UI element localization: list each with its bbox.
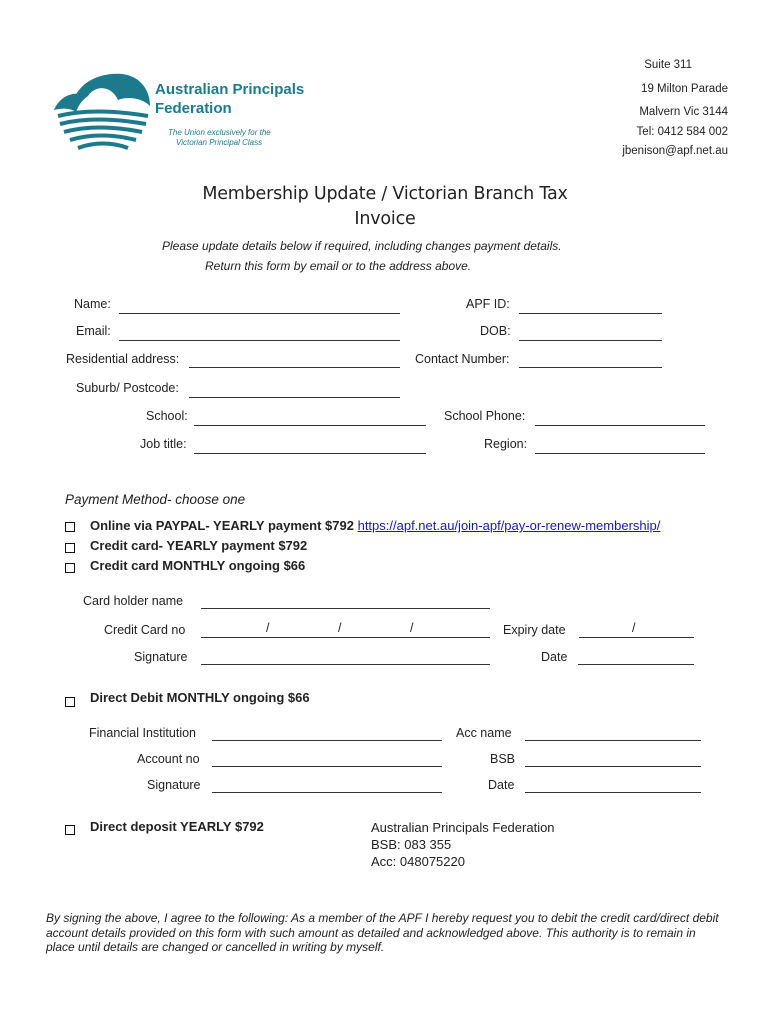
payment-heading: Payment Method- choose one (65, 492, 246, 507)
direct-debit-checkbox[interactable] (65, 697, 75, 707)
apf-logo-icon (52, 70, 152, 156)
bank-acc: Acc: 048075220 (371, 854, 465, 869)
card-date-field[interactable] (578, 664, 694, 665)
address-suite: Suite 311 (644, 59, 692, 71)
credit-card-no-field[interactable] (201, 637, 490, 638)
account-no-field[interactable] (212, 766, 442, 767)
tagline-line1: The Union exclusively for the (168, 128, 271, 137)
paypal-link[interactable]: https://apf.net.au/join-apf/pay-or-renew-membership/ (357, 518, 661, 533)
financial-institution-label: Financial Institution (89, 726, 197, 740)
page-title-line2: Invoice (354, 209, 416, 229)
school-label: School: (146, 409, 188, 423)
region-field[interactable] (535, 453, 705, 454)
debit-date-field[interactable] (525, 792, 701, 793)
contact-number-field[interactable] (519, 367, 662, 368)
card-holder-field[interactable] (201, 608, 490, 609)
bsb-label: BSB (490, 752, 516, 766)
bank-name: Australian Principals Federation (371, 820, 555, 835)
paypal-option-label: Online via PAYPAL- YEARLY payment $792 (90, 518, 354, 533)
expiry-date-label: Expiry date (503, 623, 566, 637)
credit-yearly-checkbox[interactable] (65, 543, 75, 553)
expiry-date-field[interactable] (579, 637, 694, 638)
school-phone-label: School Phone: (444, 409, 526, 423)
bank-bsb: BSB: 083 355 (371, 837, 452, 852)
address-phone: Tel: 0412 584 002 (636, 126, 728, 138)
page-title: Membership Update / Victorian Branch Tax (202, 184, 568, 204)
tagline-line2: Victorian Principal Class (176, 138, 263, 147)
debit-signature-label: Signature (147, 778, 201, 792)
intro-line1: Please update details below if required, including changes payment details. (162, 239, 562, 253)
debit-date-label: Date (488, 778, 515, 792)
school-field[interactable] (194, 425, 426, 426)
agreement-text: By signing the above, I agree to the following: As a member of the APF I hereby request you to debit the credit card/direct debit account details provided on this form with such amount as detailed and acknowledged above. This authority is to remain in place until details are changed or cancelled in writing by myself. (46, 911, 719, 954)
paypal-checkbox[interactable] (65, 522, 75, 532)
dob-field[interactable] (519, 340, 662, 341)
bank-details (371, 819, 555, 870)
card-sep-2: / (338, 621, 342, 635)
region-label: Region: (484, 437, 528, 451)
email-label: Email: (76, 324, 111, 338)
card-holder-label: Card holder name (83, 594, 184, 608)
contact-number-label: Contact Number: (415, 352, 510, 366)
email-field[interactable] (119, 340, 400, 341)
org-name (155, 80, 304, 118)
card-signature-field[interactable] (201, 664, 490, 665)
dob-label: DOB: (480, 324, 511, 338)
expiry-sep: / (632, 621, 636, 635)
name-label: Name: (74, 297, 111, 311)
org-name-line2: Federation (155, 100, 232, 117)
address-suburb: Malvern Vic 3144 (639, 106, 728, 118)
school-phone-field[interactable] (535, 425, 705, 426)
credit-monthly-checkbox[interactable] (65, 563, 75, 573)
account-no-label: Account no (137, 752, 200, 766)
credit-monthly-option: Credit card MONTHLY ongoing $66 (90, 558, 306, 573)
residential-address-label: Residential address: (66, 352, 180, 366)
bsb-field[interactable] (525, 766, 701, 767)
card-signature-label: Signature (134, 650, 188, 664)
financial-institution-field[interactable] (212, 740, 442, 741)
apf-id-field[interactable] (519, 313, 662, 314)
suburb-postcode-label: Suburb/ Postcode: (76, 381, 179, 395)
job-title-field[interactable] (194, 453, 426, 454)
job-title-label: Job title: (140, 437, 187, 451)
card-sep-3: / (410, 621, 414, 635)
name-field[interactable] (119, 313, 400, 314)
card-date-label: Date (541, 650, 568, 664)
direct-deposit-option: Direct deposit YEARLY $792 (90, 819, 264, 834)
org-name-line1: Australian Principals (155, 81, 305, 98)
org-tagline (168, 128, 271, 148)
credit-yearly-option: Credit card- YEARLY payment $792 (90, 538, 308, 553)
acc-name-label: Acc name (456, 726, 512, 740)
direct-deposit-checkbox[interactable] (65, 825, 75, 835)
acc-name-field[interactable] (525, 740, 701, 741)
suburb-postcode-field[interactable] (189, 397, 400, 398)
card-sep-1: / (266, 621, 270, 635)
intro-line2: Return this form by email or to the address above. (205, 259, 472, 273)
debit-signature-field[interactable] (212, 792, 442, 793)
residential-address-field[interactable] (189, 367, 400, 368)
paypal-option (90, 518, 660, 533)
direct-debit-option: Direct Debit MONTHLY ongoing $66 (90, 690, 310, 705)
credit-card-no-label: Credit Card no (104, 623, 186, 637)
address-email: jbenison@apf.net.au (622, 145, 728, 157)
address-street: 19 Milton Parade (641, 83, 728, 95)
apf-id-label: APF ID: (466, 297, 510, 311)
